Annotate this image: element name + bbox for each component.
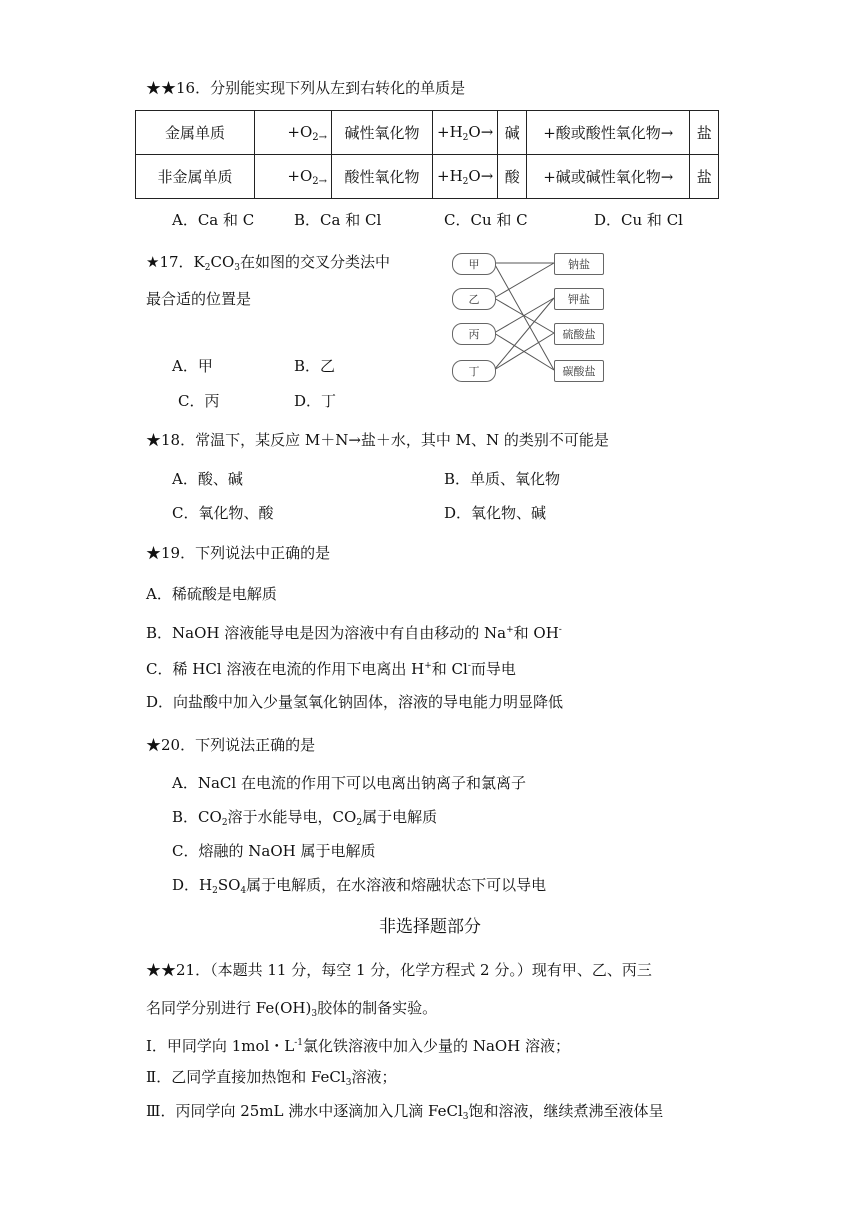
q17-option-c[interactable]: C．丙	[178, 392, 220, 410]
q20-option-d[interactable]: D．$H_2SO_4$属于电解质，在水溶液和熔融状态下可以导电	[172, 876, 547, 896]
q21-item-i: Ⅰ．甲同学向 1mol・$L^{-1}$氯化铁溶液中加入少量的 NaOH 溶液；	[146, 1037, 571, 1055]
node-potassium-salt: 钾盐	[554, 288, 604, 310]
q19-stem: ★19．下列说法中正确的是	[146, 544, 331, 562]
cross-classification-diagram	[448, 244, 618, 386]
q19-option-c[interactable]: C．稀 HCl 溶液在电流的作用下电离出 H+和 Cl-而导电	[146, 660, 516, 678]
q19-option-d[interactable]: D．向盐酸中加入少量氢氧化钠固体，溶液的导电能力明显降低	[146, 693, 564, 711]
q17-option-b[interactable]: B．乙	[294, 357, 336, 375]
q19-option-a[interactable]: A．稀硫酸是电解质	[146, 585, 277, 603]
q16-option-a[interactable]: A．Ca 和 C	[172, 211, 255, 229]
q20-option-b[interactable]: B．$CO_2$溶于水能导电，$CO_2$属于电解质	[172, 808, 438, 828]
q17-option-d[interactable]: D．丁	[294, 392, 337, 410]
q18-stem: ★18．常温下，某反应 M＋N→盐＋水，其中 M、N 的类别不可能是	[146, 431, 609, 449]
q20-stem: ★20．下列说法正确的是	[146, 736, 316, 754]
q18-option-d[interactable]: D．氧化物、碱	[444, 504, 547, 522]
q21-stem-line2: 名同学分别进行 $Fe(OH)_3$胶体的制备实验。	[146, 999, 438, 1019]
node-jia: 甲	[452, 253, 496, 275]
q18-option-c[interactable]: C．氧化物、酸	[172, 504, 274, 522]
table-row: 非金属单质 $+O_{2\to}$ 酸性氧化物 $+H_2O\to$ 酸 +碱或碱性氧化物→ 盐	[136, 155, 719, 199]
q20-option-c[interactable]: C．熔融的 NaOH 属于电解质	[172, 842, 376, 860]
q16-stem: ★★16．分别能实现下列从左到右转化的单质是	[146, 79, 466, 97]
q17-stem: ★17．$K_2CO_3$在如图的交叉分类法中	[146, 253, 391, 273]
table-row: 金属单质 $+O_{2\to}$ 碱性氧化物 $+H_2O\to$ 碱 +酸或酸性氧化物→ 盐	[136, 111, 719, 155]
node-ding: 丁	[452, 360, 496, 382]
node-sodium-salt: 钠盐	[554, 253, 604, 275]
q18-option-b[interactable]: B．单质、氧化物	[444, 470, 561, 488]
node-sulfate: 硫酸盐	[554, 323, 604, 345]
q17-option-a[interactable]: A．甲	[172, 357, 213, 375]
section-heading: 非选择题部分	[379, 917, 481, 937]
q21-item-ii: Ⅱ．乙同学直接加热饱和 FeCl$_3$溶液；	[146, 1068, 397, 1088]
node-bing: 丙	[452, 323, 496, 345]
node-yi: 乙	[452, 288, 496, 310]
q21-item-iii: Ⅲ．丙同学向 25mL 沸水中逐滴加入几滴 FeCl$_3$饱和溶液，继续煮沸至液体呈	[146, 1102, 664, 1122]
q16-option-c[interactable]: C．Cu 和 C	[444, 211, 528, 229]
q16-option-d[interactable]: D．Cu 和 Cl	[594, 211, 683, 229]
conversion-table	[135, 110, 719, 199]
q17-stem-line2: 最合适的位置是	[146, 290, 252, 308]
q16-option-b[interactable]: B．Ca 和 Cl	[294, 211, 382, 229]
q18-option-a[interactable]: A．酸、碱	[172, 470, 243, 488]
q20-option-a[interactable]: A．NaCl 在电流的作用下可以电离出钠离子和氯离子	[172, 774, 526, 792]
q21-stem-line1: ★★21．（本题共 11 分，每空 1 分，化学方程式 2 分。）现有甲、乙、丙三	[146, 961, 652, 979]
node-carbonate: 碳酸盐	[554, 360, 604, 382]
q19-option-b[interactable]: B．NaOH 溶液能导电是因为溶液中有自由移动的 Na+和 OH-	[146, 624, 562, 642]
